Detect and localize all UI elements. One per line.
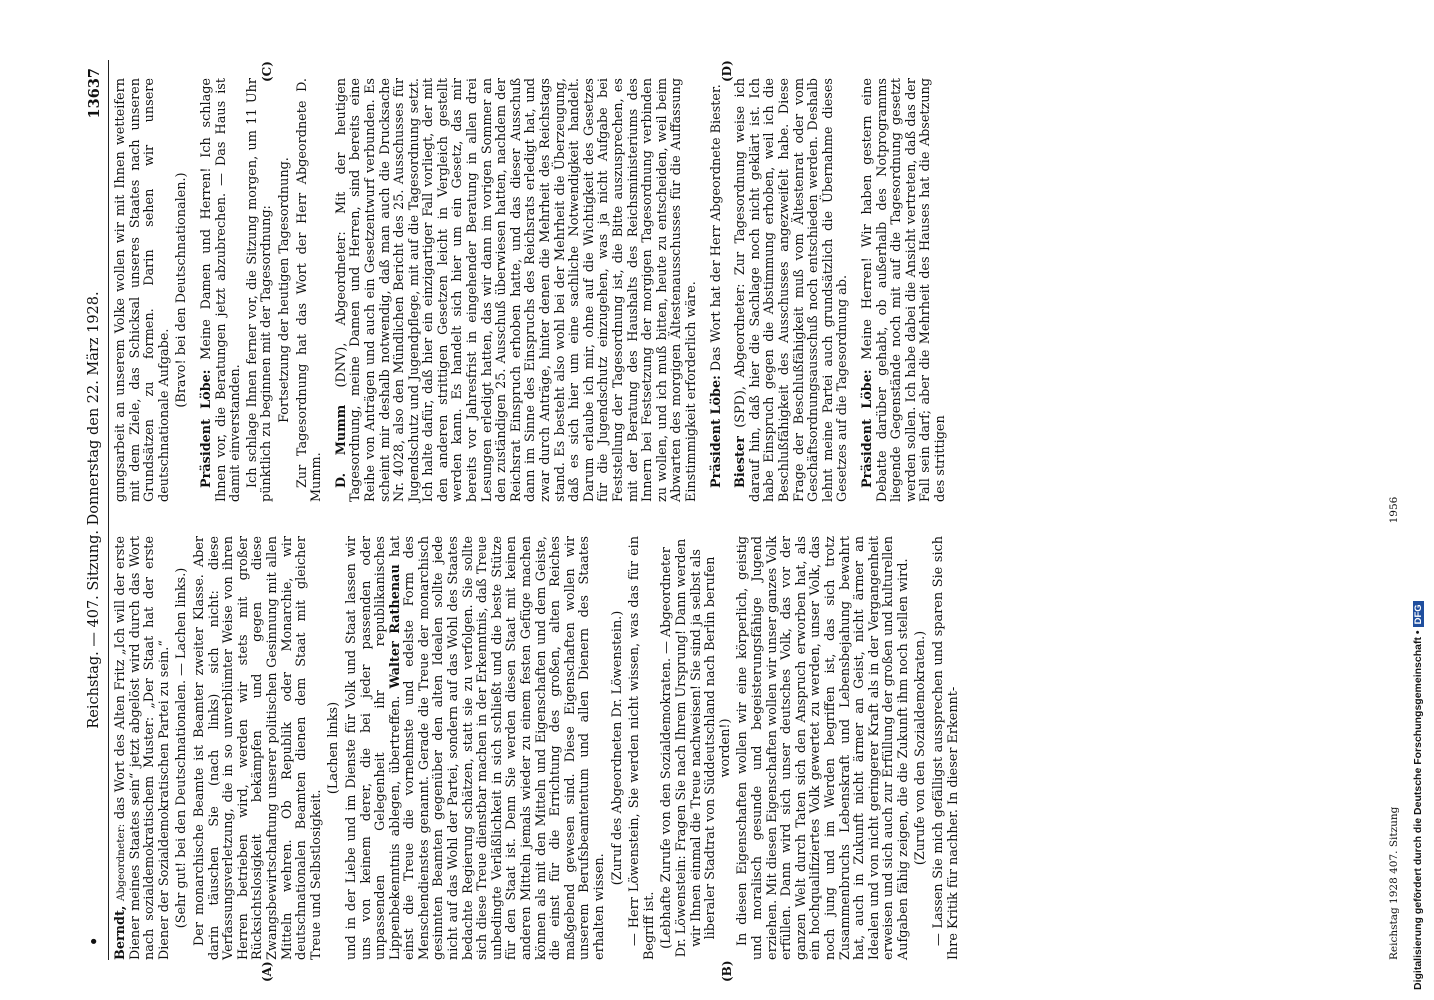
president-speech-1c: Zur Tagesordnung hat das Wort der Herr Abgeordnete D. Mumm.	[294, 78, 325, 502]
speaker-biester: Biester	[733, 436, 749, 488]
biester-speech	[734, 78, 851, 502]
left-interjection-1: (Sehr gut! bei den Deutschnationalen. — Lachen links.)	[174, 567, 190, 929]
footer-imprint: Reichstag 1928 407. Sitzung	[1388, 806, 1400, 960]
left-paragraph-6: — Lassen Sie mich gefälligst aussprechen und sparen Sie sich Ihre Kritik für nachher. In dieser Erkennt-	[931, 536, 961, 960]
left-text-3: und in der Liebe und im Dienste für Volk und Staat lassen wir uns von keinem derer, die bei jeder passenden oder unpassenden Gelegenheit ihr republikanisches Lippenbekenntnis ablegen, übertreffen.	[343, 536, 403, 960]
president-text-3: Meine Herren! Wir haben gestern eine Debatte darüber gehabt, ob außerhalb des Notprogramms liegende Gegenstände noch mit auf die Tagesordnung gesetzt werden sollen. Ich habe dabei die Ansicht vertreten, daß das der Fall sein darf; aber die Mehrheit des Hauses hat die Absetzung des strittigen	[859, 78, 948, 502]
left-paragraph-3	[345, 536, 608, 960]
right-column	[114, 78, 950, 502]
header-dot: •	[86, 936, 103, 946]
biester-text: (SPD), Abgeordneter: Zur Tagesordnung weise ich darauf hin, daß hier die Sachlage noch nicht geklärt ist. Ich habe Einspruch gegen die Abstimmung erhoben, weil ich die Beschlußfähigkeit des Ausschusses angezweifelt habe. Diese Frage der Beschlußfähigkeit muß vom Ältestenrat oder vom Geschäftsordnungsausschuß noch entschieden werden. Deshalb lehnt meine Partei auch grundsätzlich die Übernahme dieses Gesetzes auf die Tagesordnung ab.	[733, 78, 851, 502]
header-title: Reichstag. — 407. Sitzung. Donnerstag den 22. März 1928.	[86, 291, 102, 729]
margin-marker-d: (D)	[720, 60, 734, 82]
person-name: Walter Rathenau	[387, 564, 403, 689]
right-interjection-1: (Bravo! bei den Deutschnationalen.)	[174, 172, 190, 408]
credit-text: Digitalisierung gefördert durch die Deutsche Forschungsgemeinschaft •	[1412, 630, 1424, 990]
left-paragraph-5: In diesen Eigenschaften wollen wir eine körperlich, geistig und moralisch gesunde und begeisterungsfähige Jugend erziehen. Mit diesen Eigenschaften wollen wir unser ganzes Volk erfüllen. Dann wird sich unser deutsches Volk, das vor der ganzen Welt durch Taten sich den Anspruch erworben hat, als ein hochqualifiziertes Volk gewertet zu werden, unser Volk, das noch jung und im Werden begriffen ist, das sich trotz Zusammenbruchs Lebenskraft und Lebensbejahung bewahrt hat, auch in Zukunft nicht ärmer an Geist, nicht ärmer an Idealen und von nicht geringerer Kraft als in der Vergangenheit erweisen und sich auch zur Erfüllung der großen und kulturellen Aufgaben fähig zeigen, die die Zukunft ihm noch stellen wird.	[735, 536, 911, 960]
digitization-credit	[1412, 0, 1432, 990]
left-column	[114, 536, 963, 960]
left-interjection-5: (Zurufe von den Sozialdemokraten.)	[913, 630, 929, 866]
president-label-3: Präsident Löbe:	[859, 369, 875, 488]
speaker-role: Abgeordneter:	[115, 823, 127, 902]
mumm-text: (DNV), Abgeordneter: Mit der heutigen Tagesordnung, meine Damen und Herren, sind bereits eine Reihe von Anträgen und auch ein Gesetzentwurf verbunden. Es scheint mir deshalb notwendig, daß man auch die Drucksache Nr. 4028, also den Mündlichen Bericht des 25. Ausschusses für Jugendschutz und Jugendpflege, mit auf die Tagesordnung setzt. Ich halte dafür, daß hier ein einzigartiger Fall vorliegt, der mit den anderen strittigen Gesetzen leicht in Vergleich gestellt werden kann. Es handelt sich hier um ein Gesetz, das mir bereits vor Jahresfrist in eingehender Beratung in allen drei Lesungen erledigt hatten, das wir dann im vorigen Sommer an den zuständigen 25. Ausschuß überwiesen hatten, nachdem der Reichsrat Einspruch erhoben hatte, und das dieser Ausschuß dann im Sinne des Einspruchs des Reichsrats erledigt hat, und zwar durch Anträge, hinter denen die Mehrheit des Reichstags stand. Es besteht also wohl bei der Mehrheit die Überzeugung, daß es sich hier um eine sachliche Notwendigkeit handelt. Darum erlaube ich mir, ohne auf die Wichtigkeit des Gesetzes für die Jugendschutz einzugehen, was ja nicht Aufgabe bei Feststellung der Tagesordnung ist, die Bitte auszusprechen, es mit der Beratung des Haushalts des Reichsministeriums des Innern bei Festsetzung der morgigen Tagesordnung verbinden zu wollen, und ich muß bitten, heute zu entscheiden, weil beim Abwarten des morgigen Ältestenausschusses für die Auffassung Einstimmigkeit erforderlich wäre.	[333, 77, 699, 502]
president-speech-1	[200, 78, 244, 502]
left-text-3b: hat einst die Treue die vornehmste und edelste Form des Menschendienstes genannt. Gerade die Treue der monarchisch gesinnten Beamten gegenüber den alten Idealen sollte jede nicht auf das Wohl der Partei, sondern auf das Wohl des Staates bedachte Regierung schätzen, statt sie zu verfolgen. Sie sollte sich diese Treue dienstbar machen in der Erkenntnis, daß Treue unbedingte Verläßlichkeit in sich schließt und die beste Stütze für den Staat ist. Denn Sie werden diesen Staat mit keinen anderen Mitteln jemals wieder zu einem festen Gefüge machen können als mit den Mitteln und Eigenschaften und dem Geiste, die einst für die Errichtung des großen, alten Reiches maßgebend gewesen sind. Diese Eigenschaften wollen wir unserem Berufsbeamtentum und allen Dienern des Staates erhalten wissen.	[387, 536, 607, 960]
speaker-mumm: D. Mumm	[333, 404, 349, 488]
speaker-name: Berndt,	[113, 905, 128, 960]
president-label-1: Präsident Löbe:	[198, 369, 214, 488]
left-interjection-4: (Lebhafte Zurufe von den Sozialdemokraten. — Abgeordneter Dr. Löwenstein: Fragen Sie nach Ihrem Ursprung! Dann werden wir Ihnen einmal die Treue nachweisen! Sie sind ja selbst als liberaler Stadtrat von Süddeutschland nach Berlin berufen worden!)	[659, 538, 733, 958]
left-interjection-3: (Zuruf des Abgeordneten Dr. Löwenstein.)	[609, 610, 625, 886]
left-text-1: das Wort des Alten Fritz „Ich will der erste Diener meines Staates sein“ jetzt abgelöst wird durch das Wort nach sozialdemokratischem Muster: „Der Staat hat der erste Diener der Sozialdemokratischen Partei zu sein.“	[113, 536, 172, 960]
margin-marker-a: (A)	[260, 961, 274, 982]
president-text-2: Das Wort hat der Herr Abgeordnete Biester.	[708, 84, 724, 372]
running-header	[86, 60, 108, 960]
president-speech-2	[710, 78, 725, 502]
left-paragraph-4: — Herr Löwenstein, Sie werden nicht wissen, was das für ein Begriff ist.	[627, 536, 657, 960]
president-speech-3	[861, 78, 949, 502]
left-interjection-2: (Lachen links)	[326, 701, 342, 795]
margin-marker-c: (C)	[260, 61, 274, 82]
header-rule	[108, 60, 109, 960]
left-paragraph-1	[114, 536, 172, 960]
president-speech-1b: Ich schlage Ihnen ferner vor, die Sitzung morgen, um 11 Uhr pünktlich zu beginnen mit der Tagesordnung:	[244, 78, 275, 502]
right-paragraph-1: gungsarbeit an unserem Volke wollen wir mit Ihnen wetteifern mit dem Ziele, das Schicksal unseres Staates nach unseren Grundsätzen zu formen. Darin sehen wir unsere deutschnationale Aufgabe.	[113, 78, 172, 502]
dfg-logo: DFG	[1413, 601, 1424, 627]
mumm-speech	[335, 78, 700, 502]
page-number: 13637	[86, 68, 103, 119]
footer-sheet-number: 1956	[1388, 496, 1400, 524]
agenda-item: Fortsetzung der heutigen Tagesordnung.	[276, 157, 292, 423]
president-label-2: Präsident Löbe:	[708, 375, 724, 488]
rotated-page	[80, 60, 1420, 982]
margin-marker-b: (B)	[720, 960, 734, 982]
president-text-1: Meine Damen und Herren! Ich schlage Ihnen vor, die Beratungen jetzt abzubrechen. — Das Haus ist damit einverstanden.	[198, 78, 244, 502]
left-paragraph-2: Der monarchische Beamte ist Beamter zweiter Klasse. Aber darin täuschen Sie (nach links) sich nicht: diese Verfassungsverletzung, die in so unverblümter Weise von ihren Herren betrieben wird, werden wir stets mit großer Rücksichtslosigkeit bekämpfen und gegen diese Zwangsbewirtschaftung unserer politischen Gesinnung mit allen Mitteln wehren. Ob Republik oder Monarchie, wir deutschnationalen Beamten dienen dem Staat mit gleicher Treue und Selbstlosigkeit.	[191, 536, 324, 960]
